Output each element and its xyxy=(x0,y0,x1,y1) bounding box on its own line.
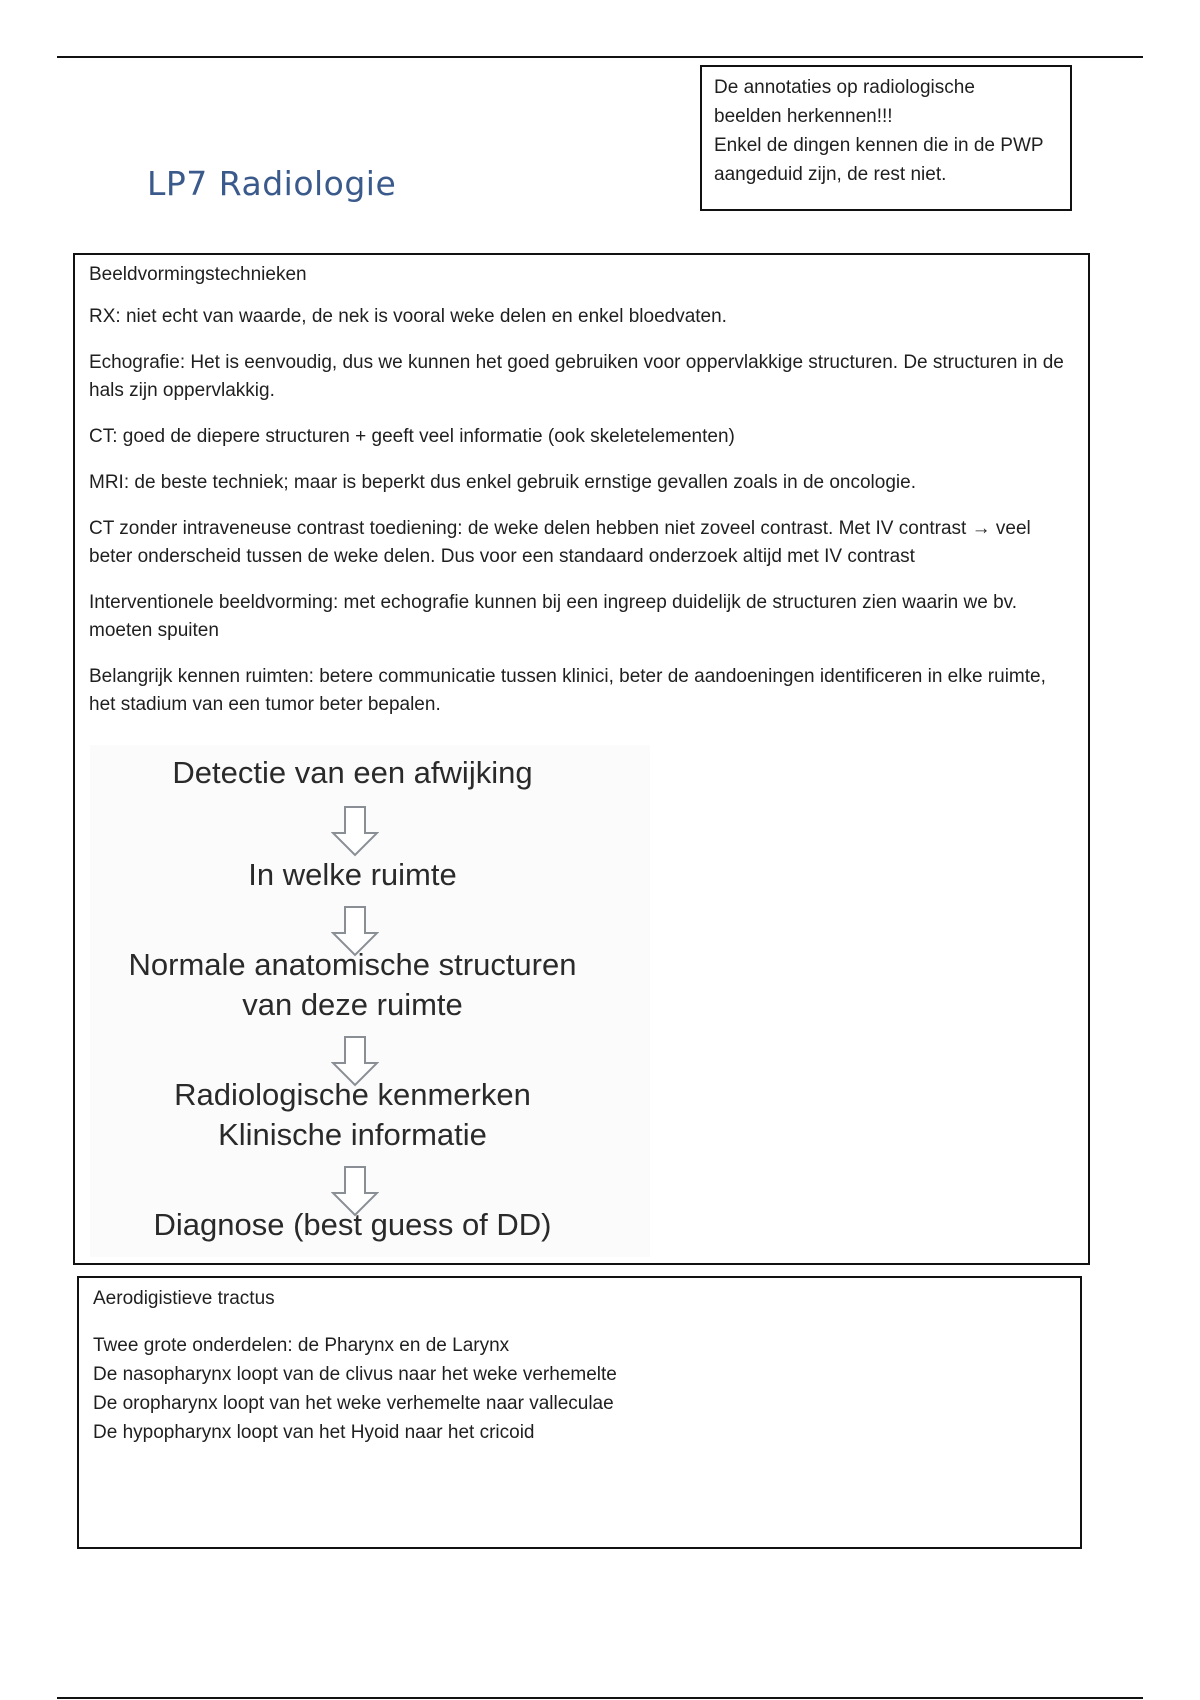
note-line: Enkel de dingen kennen die in de PWP xyxy=(714,135,1044,156)
paragraph-interventional: Interventionele beeldvorming: met echografie kunnen bij een ingreep duidelijk de structuren zien waarin we bv. moeten spuiten xyxy=(89,592,1018,641)
paragraph-ct: CT: goed de diepere structuren + geeft veel informatie (ook skeletelementen) xyxy=(89,426,735,447)
aero-line: Twee grote onderdelen: de Pharynx en de Larynx xyxy=(93,1335,510,1356)
flow-step-features: Radiologische kenmerken xyxy=(174,1077,531,1112)
flow-step-detection: Detectie van een afwijking xyxy=(172,755,533,790)
aero-line: De nasopharynx loopt van de clivus naar het weke verhemelte xyxy=(93,1364,617,1385)
note-line: beelden herkennen!!! xyxy=(714,106,893,127)
annotation-note-box xyxy=(700,65,1072,211)
paragraph-contrast: CT zonder intraveneuse contrast toediening: de weke delen hebben niet zoveel contrast. Met IV contrast → veel beter onderscheid tussen de weke delen. Dus voor een standaard onderzoek altijd met IV contrast xyxy=(89,518,1031,567)
top-rule xyxy=(57,56,1143,58)
paragraph-rx: RX: niet echt van waarde, de nek is vooral weke delen en enkel bloedvaten. xyxy=(89,306,727,327)
diagnostic-flowchart xyxy=(90,745,650,1257)
aero-line: De oropharynx loopt van het weke verhemelte naar valleculae xyxy=(93,1393,614,1414)
flow-step-anatomy: Normale anatomische structuren xyxy=(128,947,577,982)
aero-line: De hypopharynx loopt van het Hyoid naar het cricoid xyxy=(93,1422,535,1443)
down-arrow-icon xyxy=(331,805,379,857)
note-line: aangeduid zijn, de rest niet. xyxy=(714,164,947,185)
note-line: De annotaties op radiologische xyxy=(714,77,975,98)
paragraph-mri: MRI: de beste techniek; maar is beperkt dus enkel gebruik ernstige gevallen zoals in de oncologie. xyxy=(89,472,916,493)
paragraph-echo: Echografie: Het is eenvoudig, dus we kunnen het goed gebruiken voor oppervlakkige structuren. De structuren in de hals zijn oppervlakkig. xyxy=(89,352,1064,401)
page-title: LP7 Radiologie xyxy=(147,164,397,203)
flow-step-space: In welke ruimte xyxy=(248,857,457,892)
flow-step-clinical: Klinische informatie xyxy=(218,1117,487,1152)
section-heading: Beeldvormingstechnieken xyxy=(89,264,307,285)
paragraph-spaces: Belangrijk kennen ruimten: betere communicatie tussen klinici, beter de aandoeningen identificeren in elke ruimte, het stadium van een tumor beter bepalen. xyxy=(89,666,1046,715)
flow-step-anatomy-2: van deze ruimte xyxy=(242,987,463,1022)
section-heading: Aerodigistieve tractus xyxy=(93,1288,275,1309)
bottom-rule xyxy=(57,1697,1143,1699)
flow-step-diagnosis: Diagnose (best guess of DD) xyxy=(153,1207,552,1242)
aerodigestive-box xyxy=(77,1276,1082,1549)
